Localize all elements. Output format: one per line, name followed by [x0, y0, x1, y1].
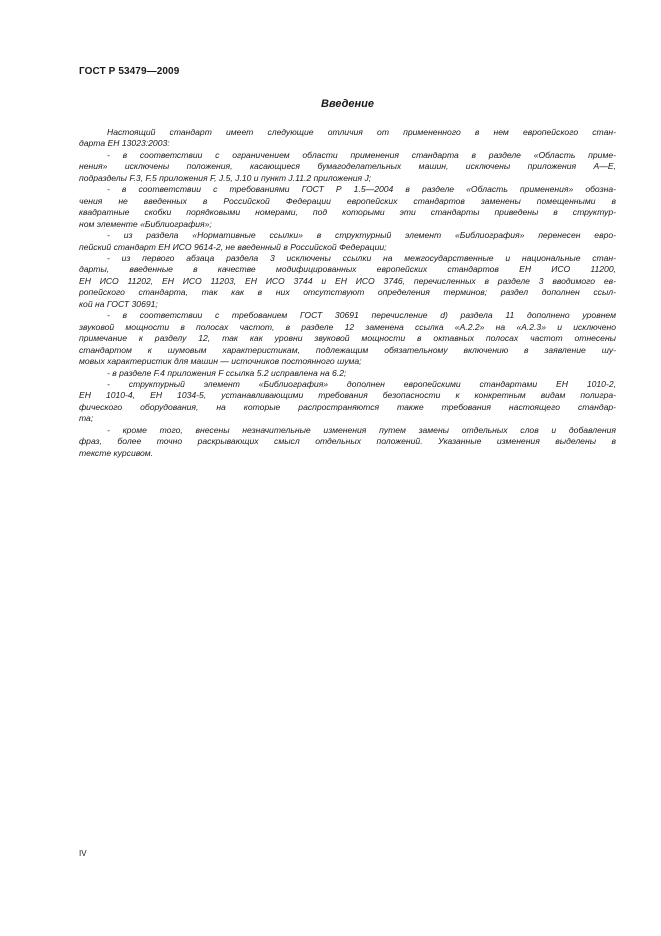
text-line: ЕН ИСО 11202, ЕН ИСО 11203, ЕН ИСО 3744 и ЕН ИСО 3746, перечисленных в разделе 3 вводимого ев- — [79, 275, 616, 286]
text-line: фического оборудования, на которые распространяются также требования настоящего стандар- — [79, 401, 616, 412]
document-body — [79, 127, 616, 459]
text-line: - в соответствии с требованием ГОСТ 30691 перечисление d) раздела 11 дополнено уровнем — [107, 310, 616, 321]
document-header: ГОСТ Р 53479—2009 — [79, 66, 180, 77]
paragraph — [79, 310, 616, 367]
text-line: тексте курсивом. — [79, 447, 154, 458]
paragraph — [79, 230, 616, 253]
section-title: Введение — [321, 98, 374, 110]
text-line: дарты, введенные в качестве модифицированных европейских стандартов ЕН ИСО 11200, — [79, 264, 616, 275]
paragraph — [79, 150, 616, 184]
text-line: та; — [79, 413, 94, 424]
paragraph — [79, 425, 616, 459]
text-line: ном элементе «Библиография»; — [79, 218, 212, 229]
text-line: - в соответствии с ограничением области применения стандарта в разделе «Область приме- — [107, 149, 616, 160]
text-line: дарта ЕН 13023:2003: — [79, 138, 170, 149]
paragraph — [79, 127, 616, 150]
page-number: IV — [79, 849, 87, 858]
text-line: нения» исключены положения, касающиеся бумагоделательных машин, исключены приложения А—Е, — [79, 161, 616, 172]
paragraph — [79, 184, 616, 230]
text-line: - структурный элемент «Библиография» дополнен европейскими стандартами ЕН 1010-2, — [107, 378, 616, 389]
text-line: квадратные скобки порядковыми номерами, под которыми эти стандарты приведены в структур- — [79, 207, 616, 218]
text-line: - из первого абзаца раздела 3 исключены ссылки на межгосударственные и национальные стан- — [107, 252, 616, 263]
text-line: - из раздела «Нормативные ссылки» в структурный элемент «Библиография» перенесен евро- — [107, 230, 616, 241]
text-line: ропейского стандарта, так как в них отсутствуют определения терминов; раздел дополнен ссыл- — [79, 287, 616, 298]
text-line: ЕН 1010-4, ЕН 1034-5, устанавливающими требования безопасности к конкретным видам полигра- — [79, 390, 616, 401]
paragraph — [79, 368, 616, 379]
paragraph — [79, 253, 616, 310]
text-line: - кроме того, внесены незначительные изменения путем замены отдельных слов и добавления — [107, 424, 616, 435]
text-line: мовых характеристик для машин — источников постоянного шума; — [79, 356, 362, 367]
text-line: фраз, более точно раскрывающих смысл отдельных положений. Указанные изменения выделены в — [79, 436, 616, 447]
text-line: чения не введенных в Российской Федерации европейских стандартов заменены помещенными в — [79, 195, 616, 206]
text-line: Настоящий стандарт имеет следующие отличия от примененного в нем европейского стан- — [107, 127, 616, 137]
text-line: подразделы F.3, F.5 приложения F, J.5, J.10 и пункт J.11.2 приложения J; — [79, 172, 372, 183]
text-line: стандартом к шумовым характеристикам, подлежащим обязательному включению в заявление шу- — [79, 344, 616, 355]
text-line: звуковой мощности в полосах частот, в разделе 12 заменена ссылка «А.2.2» на «А.2.3» и исключено — [79, 321, 616, 332]
text-line: кой на ГОСТ 30691; — [79, 298, 158, 309]
text-line: - в разделе F.4 приложения F ссылка 5.2 исправлена на 6.2; — [107, 367, 347, 378]
paragraph — [79, 379, 616, 425]
text-line: примечание к разделу 12, так как уровни звуковой мощности в октавных полосах частот отнесены — [79, 333, 616, 344]
text-line: пейский стандарт ЕН ИСО 9614-2, не введенный в Российской Федерации; — [79, 241, 387, 252]
text-line: - в соответствии с требованиями ГОСТ Р 1.5—2004 в разделе «Область применения» обозна- — [107, 184, 616, 195]
